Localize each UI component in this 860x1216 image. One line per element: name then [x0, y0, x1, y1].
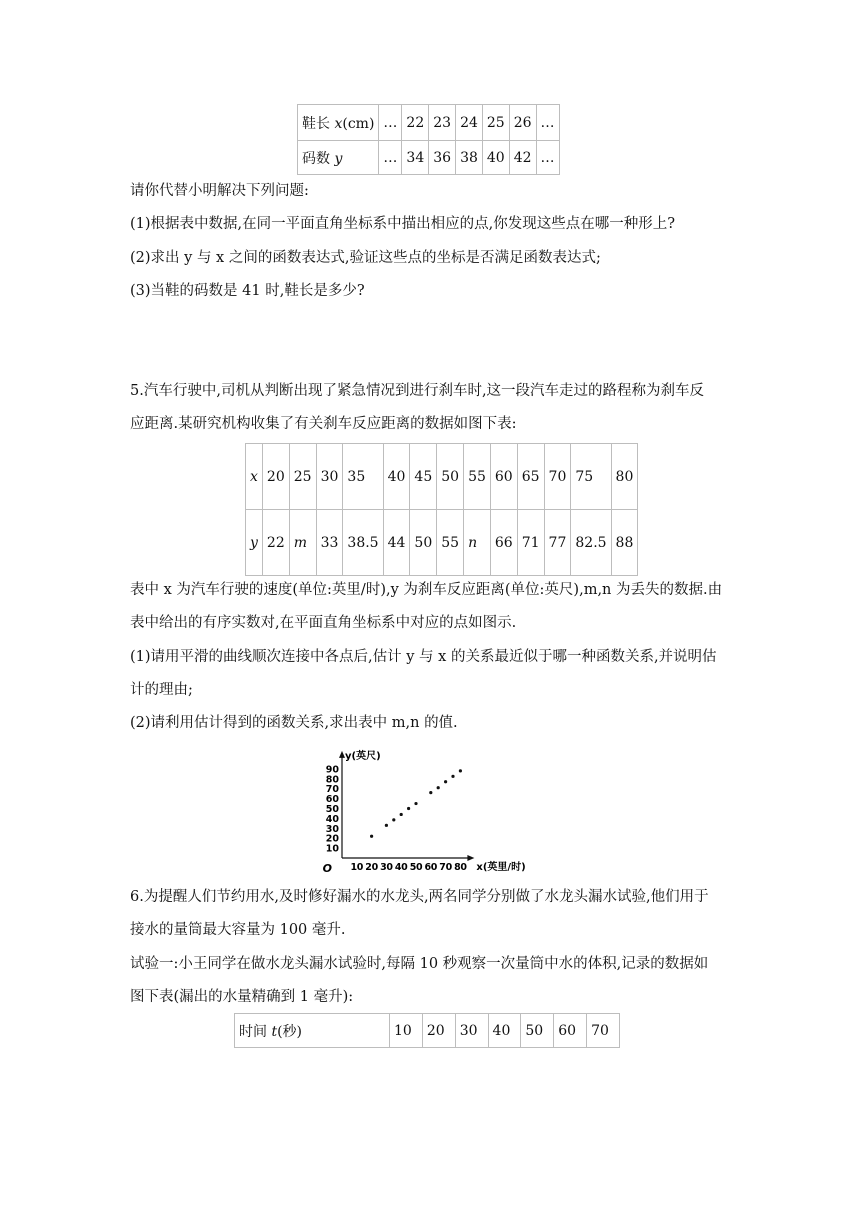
shoe-size-table — [297, 104, 560, 175]
table2-y-cell: 66 — [490, 510, 517, 576]
y-tick-label: 50 — [325, 804, 339, 815]
y-tick-label: 90 — [325, 764, 339, 776]
table1-cell: … — [536, 105, 559, 141]
q6-line-1: 6.为提醒人们节约用水,及时修好漏水的水龙头,两名同学分别做了水龙头漏水试验,他们用于 — [130, 889, 709, 905]
q5-line-6: 计的理由; — [130, 682, 193, 698]
y-tick-label: 10 — [325, 843, 339, 855]
table3-cell: 70 — [587, 1014, 620, 1048]
table2-x-cell: 20 — [262, 444, 289, 510]
data-point — [437, 786, 440, 789]
table1-cell: 22 — [402, 105, 429, 141]
table2-x-cell: 45 — [410, 444, 437, 510]
table3-cell: 60 — [554, 1014, 587, 1048]
table2-y-cell: n — [464, 510, 491, 576]
data-point — [407, 807, 410, 810]
y-tick-label: 30 — [325, 823, 339, 835]
table2-y-cell: m — [289, 510, 316, 576]
table3-cell: 50 — [521, 1014, 554, 1048]
table1-cell: … — [379, 105, 402, 141]
y-tick-label: 80 — [325, 774, 339, 786]
q5-line-5: (1)请用平滑的曲线顺次连接中各点后,估计 y 与 x 的关系最近似于哪一种函数关系,并说明估 — [130, 649, 717, 665]
data-point — [370, 835, 373, 838]
table1-row-label: 码数 y — [298, 141, 379, 175]
table1-cell: 38 — [456, 141, 483, 175]
q5-line-1: 5.汽车行驶中,司机从判断出现了紧急情况到进行刹车时,这一段汽车走过的路程称为刹车反 — [130, 383, 705, 399]
table2-x-cell: 25 — [289, 444, 316, 510]
table2-y-cell: 82.5 — [571, 510, 611, 576]
table2-y-cell: 38.5 — [343, 510, 383, 576]
table1-row-label: 鞋长 x(cm) — [298, 105, 379, 141]
table1-cell: 23 — [429, 105, 456, 141]
x-tick-label: 10 — [350, 862, 364, 873]
table2-y-cell: 88 — [611, 510, 638, 576]
data-point — [392, 818, 395, 821]
table1-cell: 34 — [402, 141, 429, 175]
table2-y-cell: 71 — [517, 510, 544, 576]
table3-cell: 10 — [390, 1014, 423, 1048]
q6-line-3: 试验一:小王同学在做水龙头漏水试验时,每隔 10 秒观察一次量筒中水的体积,记录的数据如 — [130, 956, 709, 972]
table2-x-cell: 70 — [544, 444, 571, 510]
table2-x-cell: 35 — [343, 444, 383, 510]
table1-cell: 24 — [456, 105, 483, 141]
table2-x-cell: 80 — [611, 444, 638, 510]
x-axis-arrow — [467, 855, 474, 861]
q5-line-7: (2)请利用估计得到的函数关系,求出表中 m,n 的值. — [130, 715, 458, 731]
leak-time-table — [234, 1013, 620, 1048]
origin-label: O — [322, 862, 332, 875]
x-tick-label: 20 — [365, 862, 378, 873]
data-point — [444, 780, 447, 783]
table2-y-cell: 22 — [262, 510, 289, 576]
y-axis-label: y(英尺) — [345, 750, 381, 762]
table2-y-cell: 33 — [316, 510, 343, 576]
q4-part-2: (2)求出 y 与 x 之间的函数表达式,验证这些点的坐标是否满足函数表达式; — [130, 250, 601, 266]
table2-x-cell: 65 — [517, 444, 544, 510]
x-tick-label: 40 — [394, 862, 408, 873]
table2-y-cell: 50 — [410, 510, 437, 576]
table1-cell: 42 — [509, 141, 536, 175]
table3-cell: 40 — [488, 1014, 521, 1048]
table2-x-cell: 30 — [316, 444, 343, 510]
data-point — [459, 769, 462, 772]
table3-label: 时间 t(秒) — [235, 1014, 390, 1048]
data-point — [429, 791, 432, 794]
table2-y-cell: 55 — [437, 510, 464, 576]
data-point — [400, 813, 403, 816]
table1-cell: … — [379, 141, 402, 175]
q5-line-2: 应距离.某研究机构收集了有关刹车反应距离的数据如图下表: — [130, 416, 517, 432]
y-tick-label: 60 — [325, 794, 339, 806]
y-tick-label: 40 — [325, 813, 339, 825]
x-axis-label: x(英里/时) — [476, 862, 526, 873]
data-point — [414, 802, 417, 805]
y-tick-label: 20 — [325, 833, 339, 845]
q4-intro: 请你代替小明解决下列问题: — [130, 183, 309, 199]
table3-cell: 20 — [422, 1014, 455, 1048]
table2-x-cell: 55 — [464, 444, 491, 510]
table2-y-cell: 44 — [383, 510, 410, 576]
table1-cell: 25 — [482, 105, 509, 141]
q6-line-4: 图下表(漏出的水量精确到 1 毫升): — [130, 989, 354, 1005]
data-point — [451, 775, 454, 778]
q5-line-3: 表中 x 为汽车行驶的速度(单位:英里/时),y 为刹车反应距离(单位:英尺),m,n 为丢失的数据.由 — [130, 582, 723, 598]
x-tick-label: 70 — [439, 862, 452, 873]
x-tick-label: 50 — [409, 862, 423, 873]
q6-line-2: 接水的量筒最大容量为 100 毫升. — [130, 922, 346, 938]
table2-y-label: y — [246, 510, 263, 576]
braking-distance-table — [245, 443, 638, 576]
table2-x-cell: 60 — [490, 444, 517, 510]
table2-x-cell: 50 — [437, 444, 464, 510]
q5-line-4: 表中给出的有序实数对,在平面直角坐标系中对应的点如图示. — [130, 615, 517, 631]
x-tick-label: 30 — [380, 862, 393, 873]
braking-scatter-chart — [300, 740, 540, 880]
table1-cell: 36 — [429, 141, 456, 175]
table2-x-cell: 75 — [571, 444, 611, 510]
y-tick-label: 70 — [325, 784, 339, 796]
q4-part-3: (3)当鞋的码数是 41 时,鞋长是多少? — [130, 283, 365, 299]
data-point — [385, 824, 388, 827]
table2-y-cell: 77 — [544, 510, 571, 576]
table3-cell: 30 — [455, 1014, 488, 1048]
table2-x-cell: 40 — [383, 444, 410, 510]
table1-cell: 26 — [509, 105, 536, 141]
x-tick-label: 60 — [424, 862, 438, 873]
table1-cell: … — [536, 141, 559, 175]
table1-cell: 40 — [482, 141, 509, 175]
table2-x-label: x — [246, 444, 263, 510]
x-tick-label: 80 — [454, 862, 467, 873]
q4-part-1: (1)根据表中数据,在同一平面直角坐标系中描出相应的点,你发现这些点在哪一种形上? — [130, 216, 676, 232]
